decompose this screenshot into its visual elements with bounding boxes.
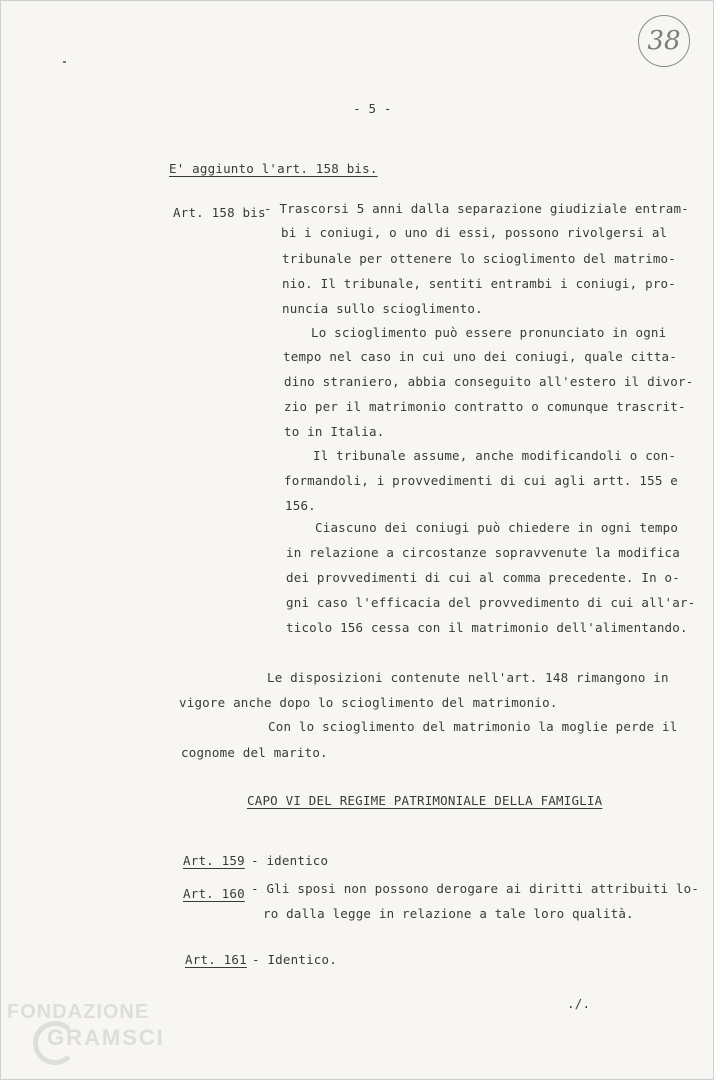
- article-line: - Identico.: [252, 952, 337, 967]
- article-line: Ciascuno dei coniugi può chiedere in ogni tempo: [315, 520, 679, 535]
- article-label: Art. 158 bis: [173, 205, 266, 220]
- article-line: 156.: [285, 498, 316, 513]
- article-line: gni caso l'efficacia del provvedimento di cui all'ar-: [286, 595, 696, 610]
- body-line: Con lo scioglimento del matrimonio la moglie perde il: [268, 719, 678, 734]
- body-line: cognome del marito.: [181, 745, 328, 760]
- article-label: Art. 160: [183, 886, 245, 901]
- article-line: dino straniero, abbia conseguito all'estero il divor-: [284, 374, 694, 389]
- section-heading: E' aggiunto l'art. 158 bis.: [169, 161, 378, 176]
- article-line: Lo scioglimento può essere pronunciato in ogni: [311, 325, 667, 340]
- article-line: ticolo 156 cessa con il matrimonio dell'alimentando.: [286, 620, 688, 635]
- article-line: tempo nel caso in cui uno dei coniugi, quale citta-: [283, 349, 678, 364]
- article-line: formandoli, i provvedimenti di cui agli artt. 155 e: [284, 473, 679, 488]
- article-line: to in Italia.: [284, 424, 385, 439]
- body-line: vigore anche dopo lo scioglimento del matrimonio.: [179, 695, 558, 710]
- article-line: - identico: [251, 853, 329, 868]
- article-line: dei provvedimenti di cui al comma precedente. In o-: [286, 570, 681, 585]
- article-label: Art. 161: [185, 952, 247, 967]
- article-line: in relazione a circostanze sopravvenute la modifica: [286, 545, 681, 560]
- watermark-line1: FONDAZIONE: [7, 1001, 150, 1023]
- body-line: Le disposizioni contenute nell'art. 148 rimangono in: [267, 670, 669, 685]
- article-line: bi i coniugi, o uno di essi, possono rivolgersi al: [281, 225, 668, 240]
- article-line: nuncia sullo scioglimento.: [282, 301, 483, 316]
- page-stamp: 38: [638, 15, 690, 67]
- chapter-title: CAPO VI DEL REGIME PATRIMONIALE DELLA FAMIGLIA: [247, 793, 603, 808]
- article-line: - Trascorsi 5 anni dalla separazione giudiziale entram-: [264, 201, 689, 216]
- continuation-mark: ./.: [567, 996, 591, 1011]
- archive-watermark: [7, 1001, 197, 1071]
- article-line: nio. Il tribunale, sentiti entrambi i coniugi, pro-: [282, 276, 677, 291]
- article-label: Art. 159: [183, 853, 245, 868]
- article-line: ro dalla legge in relazione a tale loro qualità.: [263, 906, 634, 921]
- page-number: - 5 -: [353, 101, 392, 116]
- watermark-line2: GRAMSCI: [47, 1025, 165, 1050]
- article-line: - Gli sposi non possono derogare ai diritti attribuiti lo-: [251, 881, 700, 896]
- article-line: tribunale per ottenere lo scioglimento del matrimo-: [282, 251, 677, 266]
- article-line: Il tribunale assume, anche modificandoli o con-: [313, 448, 677, 463]
- speck-mark: [63, 61, 66, 63]
- article-line: zio per il matrimonio contratto o comunque trascrit-: [284, 399, 686, 414]
